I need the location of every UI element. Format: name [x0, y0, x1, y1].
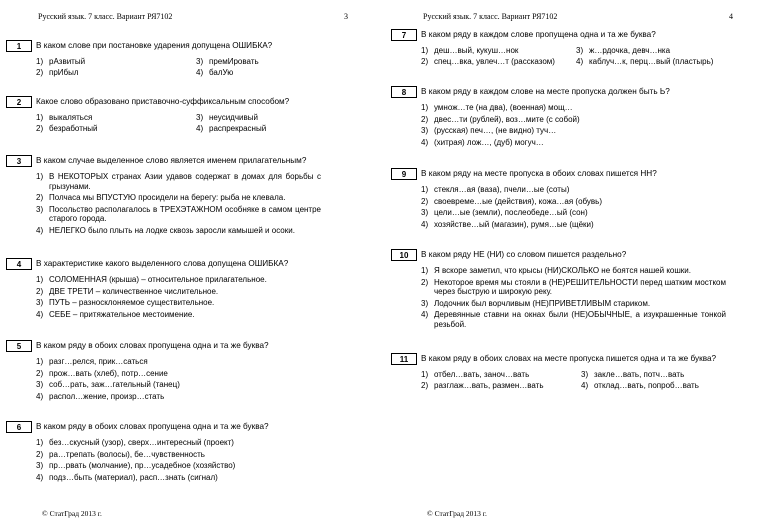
option-2: двес…ти (рублей), воз…мите (с собой)	[434, 114, 580, 124]
option-4: СЕБЕ – притяжательное местоимение.	[49, 309, 195, 319]
option-number: 2)	[421, 114, 429, 124]
option-number: 1)	[421, 46, 429, 55]
answer-option	[421, 310, 726, 329]
answer-option	[421, 370, 581, 379]
option-number: 4)	[421, 219, 429, 229]
option-2: разглаж…вать, размен…вать	[434, 381, 544, 390]
option-number: 4)	[576, 57, 584, 66]
page-number: 4	[729, 12, 733, 21]
option-2: безработный	[49, 124, 98, 133]
option-number: 4)	[36, 225, 44, 235]
question-number: 5	[6, 340, 32, 352]
option-2: спец…вка, увлеч…т (рассказом)	[434, 57, 555, 66]
option-number: 1)	[36, 57, 44, 66]
option-number: 3)	[36, 380, 44, 389]
answer-option	[421, 278, 726, 297]
answer-option	[581, 370, 731, 379]
option-number: 2)	[36, 286, 44, 296]
answer-option	[36, 287, 351, 297]
answer-option	[36, 392, 351, 402]
answer-option	[36, 205, 321, 224]
header-text: Русский язык. 7 класс. Вариант РЯ7102	[423, 12, 558, 21]
options	[36, 275, 351, 319]
answer-option	[421, 138, 736, 148]
question-number: 8	[391, 86, 417, 98]
option-1: деш…вый, кукуш…нок	[434, 46, 519, 55]
question-text: В каком ряду в обоих словах пропущена одна и та же буква?	[36, 341, 269, 350]
question-text: В каком ряду в обоих словах на месте пропуска пишется одна и та же буква?	[421, 354, 717, 363]
option-number: 1)	[36, 357, 44, 366]
answer-option	[36, 369, 351, 379]
option-4: балУю	[209, 68, 234, 77]
answer-option	[36, 473, 351, 483]
answer-option	[421, 115, 736, 125]
question-text: В каком слове при постановке ударения допущена ОШИБКА?	[36, 41, 273, 50]
option-3: ПУТЬ – разносклоняемое существительное.	[49, 298, 215, 307]
page-right	[385, 0, 770, 526]
option-1: СОЛОМЕННАЯ (крыша) – относительное прилагательное.	[49, 275, 267, 284]
option-number: 2)	[36, 449, 44, 459]
options	[421, 103, 736, 147]
option-number: 3)	[36, 204, 44, 214]
answer-option	[36, 438, 351, 448]
answer-option	[196, 113, 346, 122]
question-text: В каком ряду в каждом слове на месте пропуска должен быть Ь?	[421, 87, 670, 96]
answer-option	[421, 381, 581, 390]
option-2: прИбыл	[49, 68, 79, 77]
answer-option	[421, 197, 736, 207]
option-number: 1)	[421, 370, 429, 379]
option-1: рАзвитый	[49, 57, 86, 66]
question-10	[391, 249, 736, 331]
answer-option	[196, 124, 346, 133]
option-4: распрекрасный	[209, 124, 267, 133]
option-number: 2)	[421, 57, 429, 66]
page-number: 3	[344, 12, 348, 21]
option-4: подз…быть (материал), расп…знать (сигнал)	[49, 472, 218, 482]
option-1: отбел…вать, заноч…вать	[434, 370, 530, 379]
option-4: хозяйстве…ый (магазин), румя…ые (щёки)	[434, 219, 594, 229]
option-4: отклад…вать, попроб…вать	[594, 381, 699, 390]
option-number: 1)	[421, 103, 429, 112]
answer-option	[421, 185, 736, 195]
question-3	[6, 155, 351, 237]
option-2: своевреме…ые (действия), кожа…ая (обувь)	[434, 196, 603, 206]
option-number: 1)	[421, 266, 429, 275]
question-9	[391, 168, 736, 231]
answer-option	[421, 299, 726, 309]
question-text: В характеристике какого выделенного слова допущена ОШИБКА?	[36, 259, 289, 268]
question-6	[6, 421, 351, 484]
page-header	[423, 12, 733, 21]
options	[36, 357, 351, 401]
option-3: пр…рвать (молчание), пр…усадебное (хозяйство)	[49, 461, 236, 470]
answer-option	[421, 57, 576, 66]
answer-option	[36, 275, 351, 285]
option-number: 4)	[581, 381, 589, 390]
question-number: 2	[6, 96, 32, 108]
option-number: 4)	[421, 310, 429, 319]
answer-option	[36, 57, 196, 66]
question-8	[391, 86, 736, 149]
question-number: 7	[391, 29, 417, 41]
option-3: закле…вать, потч…вать	[594, 370, 685, 379]
option-number: 3)	[576, 46, 584, 55]
question-5	[6, 340, 351, 403]
answer-option	[36, 450, 351, 460]
answer-option	[36, 193, 321, 203]
option-number: 1)	[36, 438, 44, 447]
answer-option	[36, 124, 196, 133]
option-number: 2)	[36, 368, 44, 378]
question-text: В каком ряду на месте пропуска в обоих словах пишется НН?	[421, 169, 657, 178]
option-number: 4)	[36, 309, 44, 319]
option-3: Посольство располагалось в ТРЕХЭТАЖНОМ особняке в самом центре старого города.	[49, 204, 321, 223]
option-3: неусидчивый	[209, 113, 258, 122]
option-number: 3)	[36, 298, 44, 307]
option-1: разг…релся, прик…саться	[49, 357, 148, 366]
option-3: цели…ые (земли), послеобеде…ый (сон)	[434, 208, 588, 217]
option-number: 4)	[36, 391, 44, 401]
option-number: 1)	[421, 185, 429, 194]
answer-option	[196, 68, 346, 77]
question-text: Какое слово образовано приставочно-суффиксальным способом?	[36, 97, 290, 106]
options	[36, 57, 351, 77]
answer-option	[36, 113, 196, 122]
question-number: 10	[391, 249, 417, 261]
option-4: Деревянные ставни на окнах были (НЕ)ОБЫЧНЫЕ, а изукрашенные тонкой резьбой.	[434, 310, 726, 329]
option-4: (хитрая) лож…, (дуб) могуч…	[434, 137, 544, 147]
option-number: 3)	[36, 461, 44, 470]
answer-option	[36, 172, 321, 191]
options	[421, 266, 726, 329]
option-number: 3)	[421, 298, 429, 308]
option-number: 3)	[421, 208, 429, 217]
options	[36, 172, 321, 235]
option-number: 4)	[196, 68, 204, 77]
option-2: ДВЕ ТРЕТИ – количественное числительное.	[49, 286, 219, 296]
question-text: В каком ряду НЕ (НИ) со словом пишется раздельно?	[421, 250, 627, 259]
page-header	[38, 12, 348, 21]
answer-option	[421, 220, 736, 230]
question-number: 4	[6, 258, 32, 270]
option-number: 2)	[36, 68, 44, 77]
question-number: 3	[6, 155, 32, 167]
option-3: соб…рать, заж…гательный (танец)	[49, 380, 180, 389]
option-1: стекля…ая (ваза), пчели…ые (соты)	[434, 185, 570, 194]
question-number: 1	[6, 40, 32, 52]
header-text: Русский язык. 7 класс. Вариант РЯ7102	[38, 12, 173, 21]
option-number: 3)	[196, 113, 204, 122]
option-number: 4)	[196, 124, 204, 133]
option-4: НЕЛЕГКО было плыть на лодке сквозь заросли камышей и осоки.	[49, 225, 295, 235]
option-number: 2)	[421, 196, 429, 206]
options	[421, 185, 736, 229]
answer-option	[36, 357, 351, 367]
option-number: 4)	[421, 137, 429, 147]
question-7	[391, 29, 736, 66]
option-4: каблуч…к, перц…вый (пластырь)	[589, 57, 714, 66]
option-3: (русская) печ…, (не видно) туч…	[434, 126, 557, 135]
question-text: В каком случае выделенное слово является именем прилагательным?	[36, 156, 307, 165]
question-number: 11	[391, 353, 417, 365]
answer-option	[196, 57, 346, 66]
option-2: прож…вать (хлеб), потр…сение	[49, 368, 168, 378]
answer-option	[36, 226, 321, 236]
option-1: Я вскоре заметил, что крысы (НИ)СКОЛЬКО не боятся нашей кошки.	[434, 266, 691, 275]
option-number: 2)	[36, 193, 44, 202]
question-text: В каком ряду в каждом слове пропущена одна и та же буква?	[421, 30, 656, 39]
option-3: премИровать	[209, 57, 259, 66]
option-2: Некоторое время мы стояли в (НЕ)РЕШИТЕЛЬНОСТИ перед шатким мостком через быструю и широкую реку.	[434, 277, 726, 296]
option-number: 3)	[196, 57, 204, 66]
option-1: выкаляться	[49, 113, 93, 122]
answer-option	[421, 103, 736, 113]
answer-option	[421, 208, 736, 218]
option-2: ра…трепать (волосы), бе…чувственность	[49, 449, 205, 459]
answer-option	[576, 57, 746, 66]
option-number: 3)	[581, 370, 589, 379]
answer-option	[421, 266, 726, 276]
options	[36, 113, 351, 133]
page-footer: © СтатГрад 2013 г.	[42, 509, 102, 518]
option-number: 2)	[36, 124, 44, 133]
question-number: 6	[6, 421, 32, 433]
question-number: 9	[391, 168, 417, 180]
answer-option	[36, 380, 351, 390]
option-2: Полчаса мы ВПУСТУЮ просидели на берегу: рыба не клевала.	[49, 193, 286, 202]
answer-option	[421, 46, 576, 55]
question-11	[391, 353, 736, 390]
option-1: умнож…те (на два), (военная) мощ…	[434, 103, 573, 112]
answer-option	[581, 381, 731, 390]
options	[421, 46, 736, 66]
question-1	[6, 40, 351, 77]
option-number: 3)	[421, 126, 429, 135]
answer-option	[421, 126, 736, 136]
answer-option	[576, 46, 746, 55]
page-footer: © СтатГрад 2013 г.	[427, 509, 487, 518]
answer-option	[36, 68, 196, 77]
answer-option	[36, 310, 351, 320]
option-4: распол…жение, произр…стать	[49, 391, 165, 401]
options	[421, 370, 736, 390]
option-3: Лодочник был ворчливым (НЕ)ПРИВЕТЛИВЫМ стариком.	[434, 298, 651, 308]
option-number: 4)	[36, 472, 44, 482]
option-number: 1)	[36, 275, 44, 284]
question-2	[6, 96, 351, 133]
option-number: 1)	[36, 172, 44, 181]
answer-option	[36, 461, 351, 471]
option-number: 1)	[36, 113, 44, 122]
question-4	[6, 258, 351, 321]
option-1: без…скусный (узор), сверх…интересный (проект)	[49, 438, 234, 447]
option-number: 2)	[421, 277, 429, 287]
answer-option	[36, 298, 351, 308]
option-1: В НЕКОТОРЫХ странах Азии удавов содержат в домах для борьбы с грызунами.	[49, 172, 321, 191]
option-number: 2)	[421, 381, 429, 390]
options	[36, 438, 351, 482]
question-text: В каком ряду в обоих словах пропущена одна и та же буква?	[36, 422, 269, 431]
option-3: ж…рдочка, девч…нка	[589, 46, 671, 55]
